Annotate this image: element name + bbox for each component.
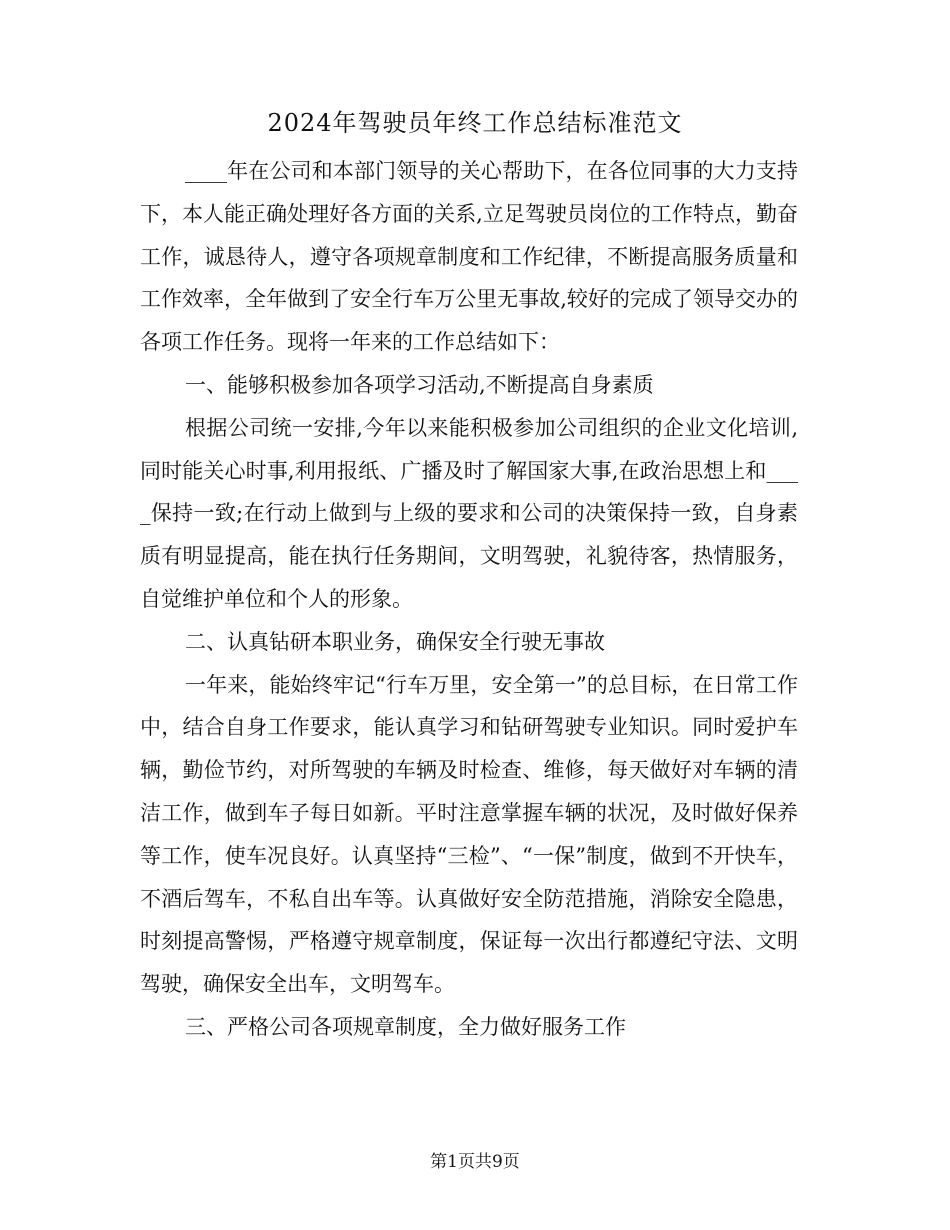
section-heading-1: 一、能够积极参加各项学习活动,不断提高自身素质 [185,372,654,397]
intro-paragraph: ____年在公司和本部门领导的关心帮助下，在各位同事的大力支持下，本人能正确处理好各方面的关系,立足驾驶员岗位的工作特点，勤奋工作，诚恳待人，遵守各项规章制度和工作纪律，不断提高服务质量和工作效率，全年做到了安全行车万公里无事故,较好的完成了领导交办的各项工作任务。现将一年来的工作总结如下： [140,159,798,355]
document-title: 2024年驾驶员年终工作总结标准范文 [267,109,683,137]
page-number: 第1页共9页 [430,1152,520,1172]
section-heading-3: 三、严格公司各项规章制度，全力做好服务工作 [185,1014,626,1039]
document-body [140,150,798,1049]
section-2-paragraph: 一年来，能始终牢记“行车万里，安全第一”的总目标，在日常工作中，结合自身工作要求，能认真学习和钻研驾驶专业知识。同时爱护车辆，勤俭节约，对所驾驶的车辆及时检查、维修，每天做好对车辆的清洁工作，做到车子每日如新。平时注意掌握车辆的状况，及时做好保养等工作，使车况良好。认真坚持“三检”、“一保”制度，做到不开快车，不酒后驾车，不私自出车等。认真做好安全防范措施，消除安全隐患，时刻提高警惕，严格遵守规章制度，保证每一次出行都遵纪守法、文明驾驶，确保安全出车，文明驾车。 [140,672,798,997]
section-heading-2: 二、认真钻研本职业务，确保安全行驶无事故 [185,629,605,654]
section-1-paragraph: 根据公司统一安排,今年以来能积极参加公司组织的企业文化培训,同时能关心时事,利用报纸、广播及时了解国家大事,在政治思想上和____保持一致;在行动上做到与上级的要求和公司的决策保持一致，自身素质有明显提高，能在执行任务期间，文明驾驶，礼貌待客，热情服务，自觉维护单位和个人的形象。 [140,415,798,611]
